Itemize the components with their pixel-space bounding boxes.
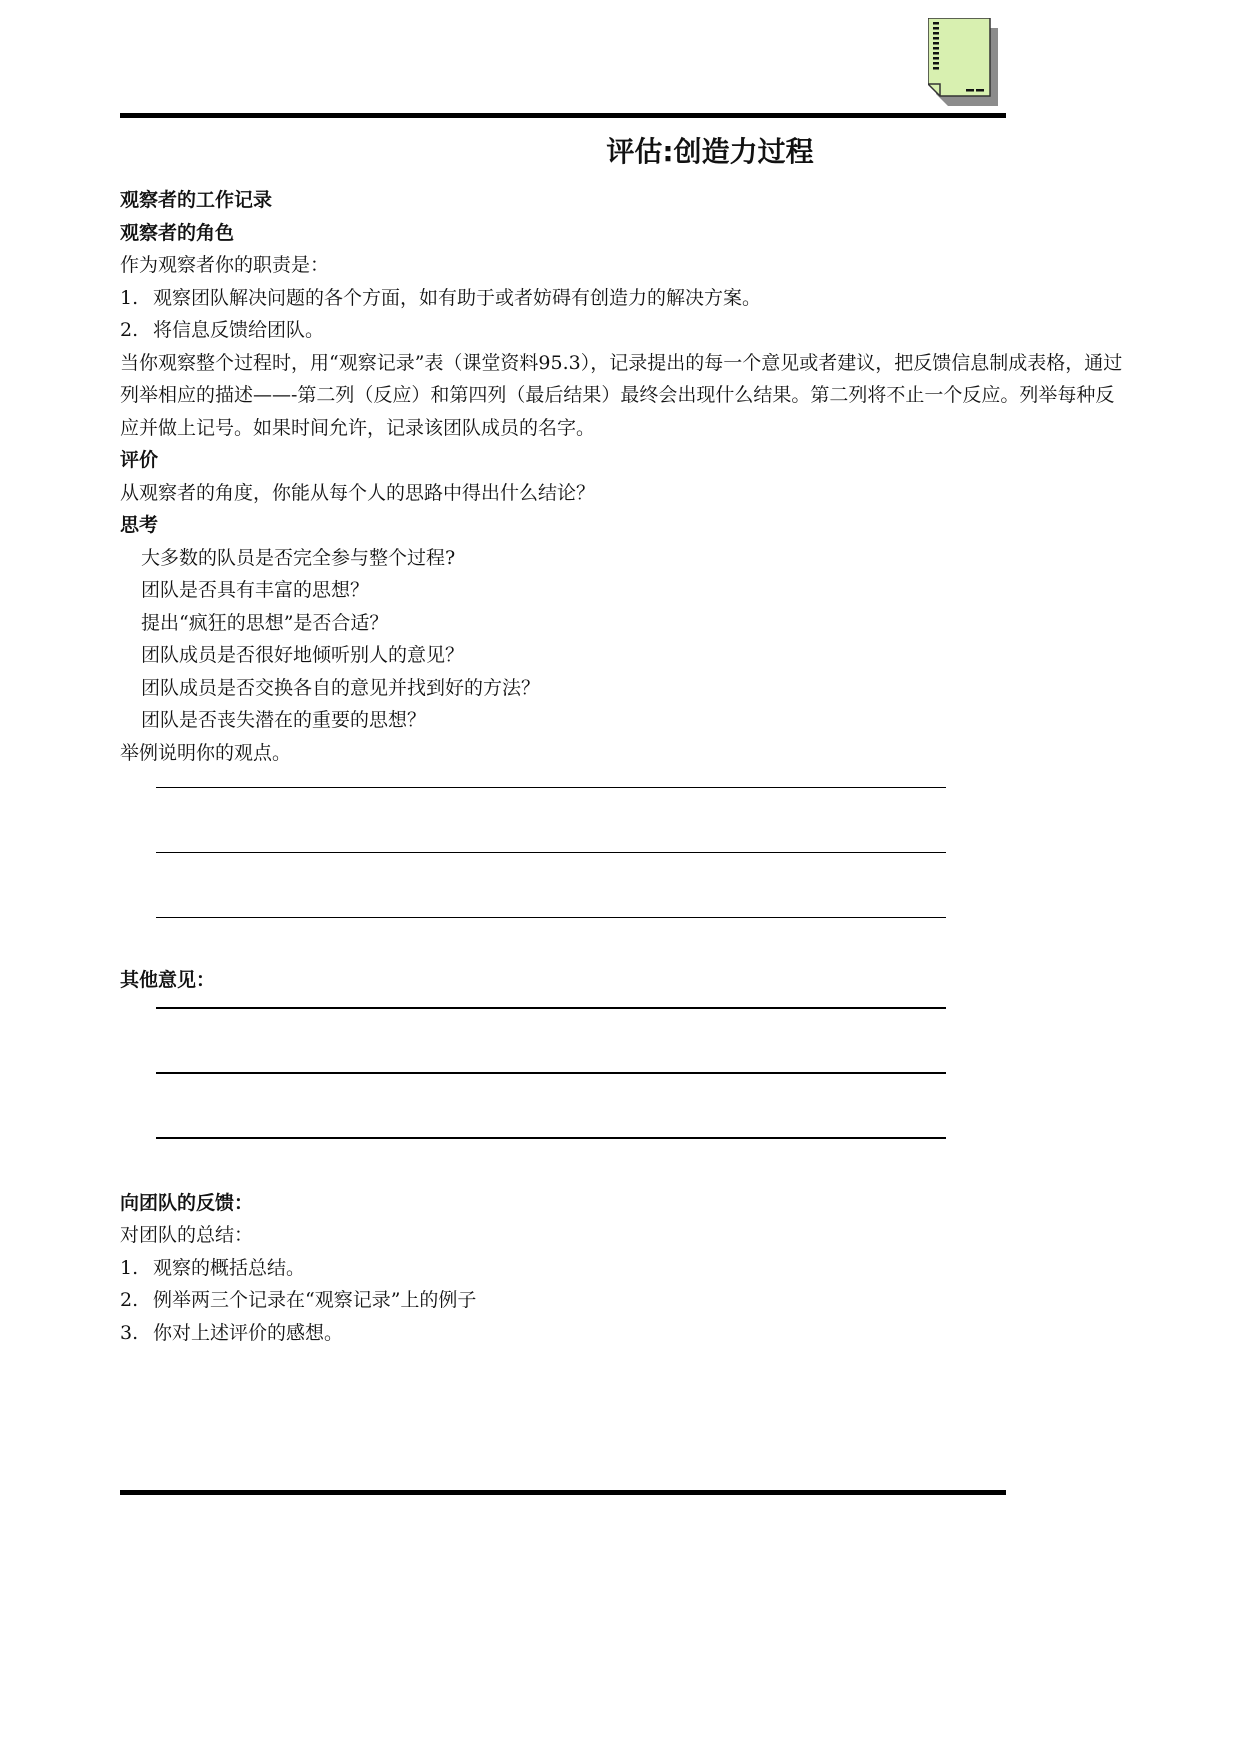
page-title: 评估:创造力过程: [606, 135, 814, 168]
feedback-heading: 向团队的反馈：: [120, 1191, 254, 1214]
answer-line[interactable]: [156, 852, 946, 853]
reflection-heading: 思考: [120, 514, 159, 536]
document-body: [120, 184, 1130, 1349]
evaluation-question: 从观察者的角度，你能从每个人的思路中得出什么结论？: [120, 481, 596, 504]
other-comments-heading: 其他意见：: [120, 969, 216, 991]
evaluation-heading: 评价: [120, 449, 159, 471]
summary-text: 例举两三个记录在“观察记录”上的例子: [153, 1289, 477, 1311]
summary-text: 你对上述评价的感想。: [153, 1321, 344, 1344]
summary-item: [120, 1252, 1130, 1285]
reflection-question: 提出“疯狂的思想”是否合适？: [141, 611, 389, 634]
summary-item: [120, 1317, 1130, 1350]
summary-number: 1.: [120, 1256, 139, 1279]
duty-item: [120, 314, 1130, 347]
example-prompt: 举例说明你的观点。: [120, 741, 292, 764]
reflection-question: 团队成员是否很好地倾听别人的意见？: [141, 644, 465, 666]
bottom-rule: [120, 1490, 1006, 1495]
duty-number: 2.: [120, 319, 139, 341]
top-rule: [120, 113, 1006, 118]
summary-number: 2.: [120, 1289, 139, 1311]
answer-line[interactable]: [156, 917, 946, 918]
summary-item: [120, 1284, 1130, 1317]
reflection-question: 团队是否丧失潜在的重要的思想？: [141, 709, 427, 731]
comment-line[interactable]: [156, 1072, 946, 1074]
comment-line[interactable]: [156, 1137, 946, 1139]
record-heading: 观察者的工作记录: [120, 189, 273, 211]
duty-text: 观察团队解决问题的各个方面，如有助于或者妨碍有创造力的解决方案。: [153, 286, 762, 309]
comment-line[interactable]: [156, 1007, 946, 1009]
summary-intro: 对团队的总结：: [120, 1224, 254, 1246]
role-heading: 观察者的角色: [120, 221, 235, 244]
reflection-question: 大多数的队员是否完全参与整个过程?: [141, 546, 456, 569]
reflection-question: 团队成员是否交换各自的意见并找到好的方法？: [141, 676, 541, 699]
duty-text: 将信息反馈给团队。: [153, 319, 325, 341]
duty-intro: 作为观察者你的职责是：: [120, 254, 330, 276]
process-paragraph: 当你观察整个过程时，用“观察记录”表（课堂资料95.3），记录提出的每一个意见或者建议，把反馈信息制成表格，通过列举相应的描述——-第二列（反应）和第四列（最后结果）最终会出现什么结果。第二列将不止一个反应。列举每种反应并做上记号。如果时间允许，记录该团队成员的名字。: [120, 351, 1123, 439]
summary-number: 3.: [120, 1321, 139, 1344]
duty-item: [120, 282, 1130, 315]
document-icon: [928, 18, 1008, 118]
summary-text: 观察的概括总结。: [153, 1256, 306, 1279]
duty-number: 1.: [120, 286, 139, 309]
reflection-question: 团队是否具有丰富的思想？: [141, 579, 370, 601]
answer-line[interactable]: [156, 787, 946, 788]
